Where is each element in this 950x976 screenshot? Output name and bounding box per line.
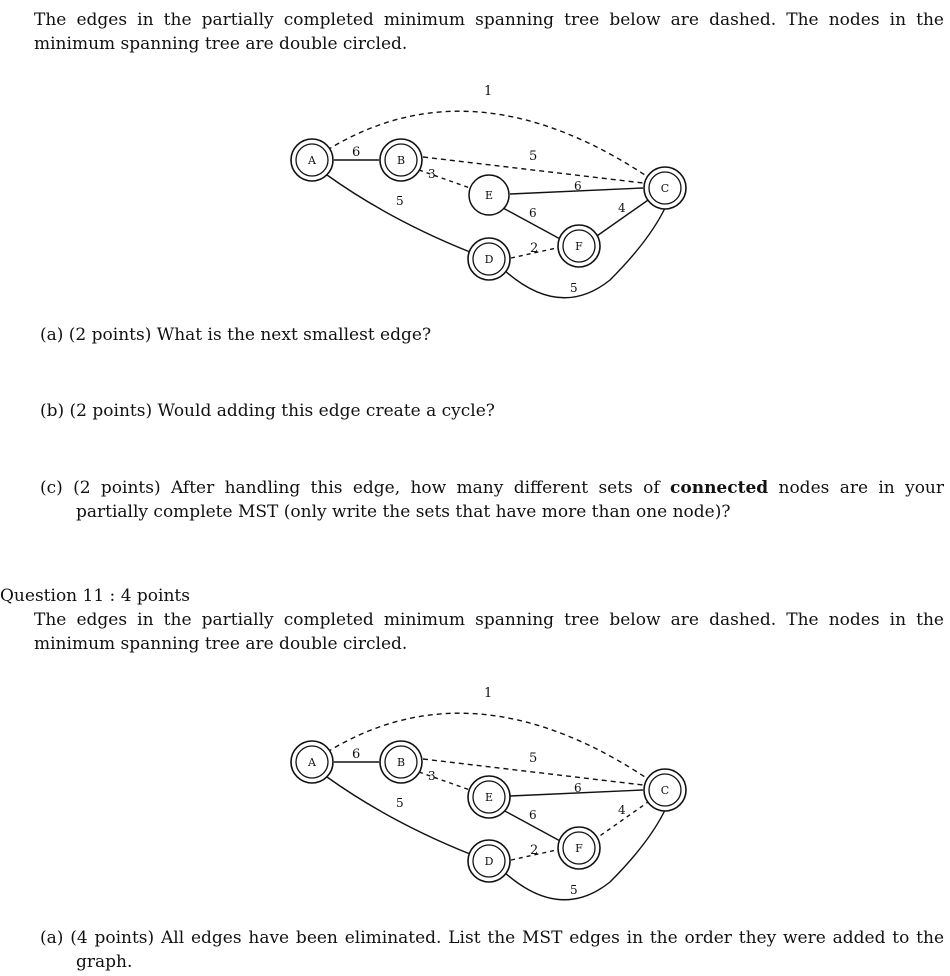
edge-a-d	[327, 777, 470, 854]
node-c	[644, 769, 686, 811]
weight-b-e: 3	[428, 769, 436, 783]
svg-text:E: E	[484, 189, 494, 202]
weight-d-c: 5	[570, 883, 578, 897]
node-e	[469, 175, 509, 215]
weight-a-d: 5	[396, 796, 404, 810]
q11-part-a-line2: graph.	[76, 952, 133, 972]
weight-b-c: 5	[529, 751, 538, 766]
svg-text:A: A	[308, 756, 316, 769]
node-d	[468, 238, 510, 280]
q10-part-c-line1: (c) (2 points) After handling this edge, how many different sets of connected nodes are in your	[40, 478, 944, 498]
q10-part-b: (b) (2 points) Would adding this edge create a cycle?	[40, 401, 495, 421]
q10-graph	[0, 80, 950, 320]
connected-bold: connected	[670, 478, 769, 498]
svg-text:B: B	[396, 154, 406, 167]
weight-b-e: 3	[428, 167, 436, 181]
node-a	[291, 139, 333, 181]
q10-part-c-line2: partially complete MST (only write the sets that have more than one node)?	[76, 502, 731, 522]
node-b	[380, 741, 422, 783]
weight-e-f: 6	[529, 206, 537, 220]
weight-a-b: 6	[352, 747, 361, 762]
node-f	[558, 827, 600, 869]
q10-intro-line1: The edges in the partially completed minimum spanning tree below are dashed. The nodes in the	[34, 10, 944, 30]
weight-a-b: 6	[352, 145, 361, 160]
q11-intro-line1: The edges in the partially completed minimum spanning tree below are dashed. The nodes in the	[34, 610, 944, 630]
cut-off-heading	[0, 0, 5, 10]
q11-graph	[0, 682, 950, 922]
node-d	[468, 840, 510, 882]
node-a	[291, 741, 333, 783]
weight-f-c: 4	[618, 201, 626, 215]
q11-heading: Question 11 : 4 points	[0, 586, 190, 606]
svg-text:E: E	[484, 791, 494, 804]
node-c	[644, 167, 686, 209]
weight-e-c: 6	[574, 179, 582, 193]
node-b	[380, 139, 422, 181]
weight-d-f: 2	[530, 843, 539, 858]
svg-text:D: D	[484, 253, 494, 266]
svg-text:C: C	[660, 784, 670, 797]
q10-part-a: (a) (2 points) What is the next smallest edge?	[40, 325, 432, 345]
node-f	[558, 225, 600, 267]
weight-b-c: 5	[529, 149, 538, 164]
weight-e-f: 6	[529, 808, 537, 822]
q10-intro-line2: minimum spanning tree are double circled.	[34, 34, 408, 54]
svg-text:D: D	[484, 855, 494, 868]
svg-text:A: A	[308, 154, 316, 167]
weight-f-c: 4	[618, 803, 626, 817]
node-e	[468, 776, 510, 818]
svg-text:F: F	[575, 842, 583, 855]
weight-e-c: 6	[574, 781, 582, 795]
edge-b-e	[419, 772, 470, 790]
weight-a-d: 5	[396, 194, 404, 208]
svg-text:B: B	[396, 756, 406, 769]
edge-a-d	[327, 175, 470, 252]
svg-text:C: C	[660, 182, 670, 195]
edge-b-e	[419, 170, 470, 188]
weight-d-f: 2	[530, 241, 539, 256]
weight-a-c: 1	[484, 686, 493, 701]
q11-part-a-line1: (a) (4 points) All edges have been eliminated. List the MST edges in the order they were added to the	[40, 928, 944, 948]
q11-intro-line2: minimum spanning tree are double circled.	[34, 634, 408, 654]
weight-a-c: 1	[484, 84, 493, 99]
weight-d-c: 5	[570, 281, 578, 295]
svg-text:F: F	[575, 240, 583, 253]
